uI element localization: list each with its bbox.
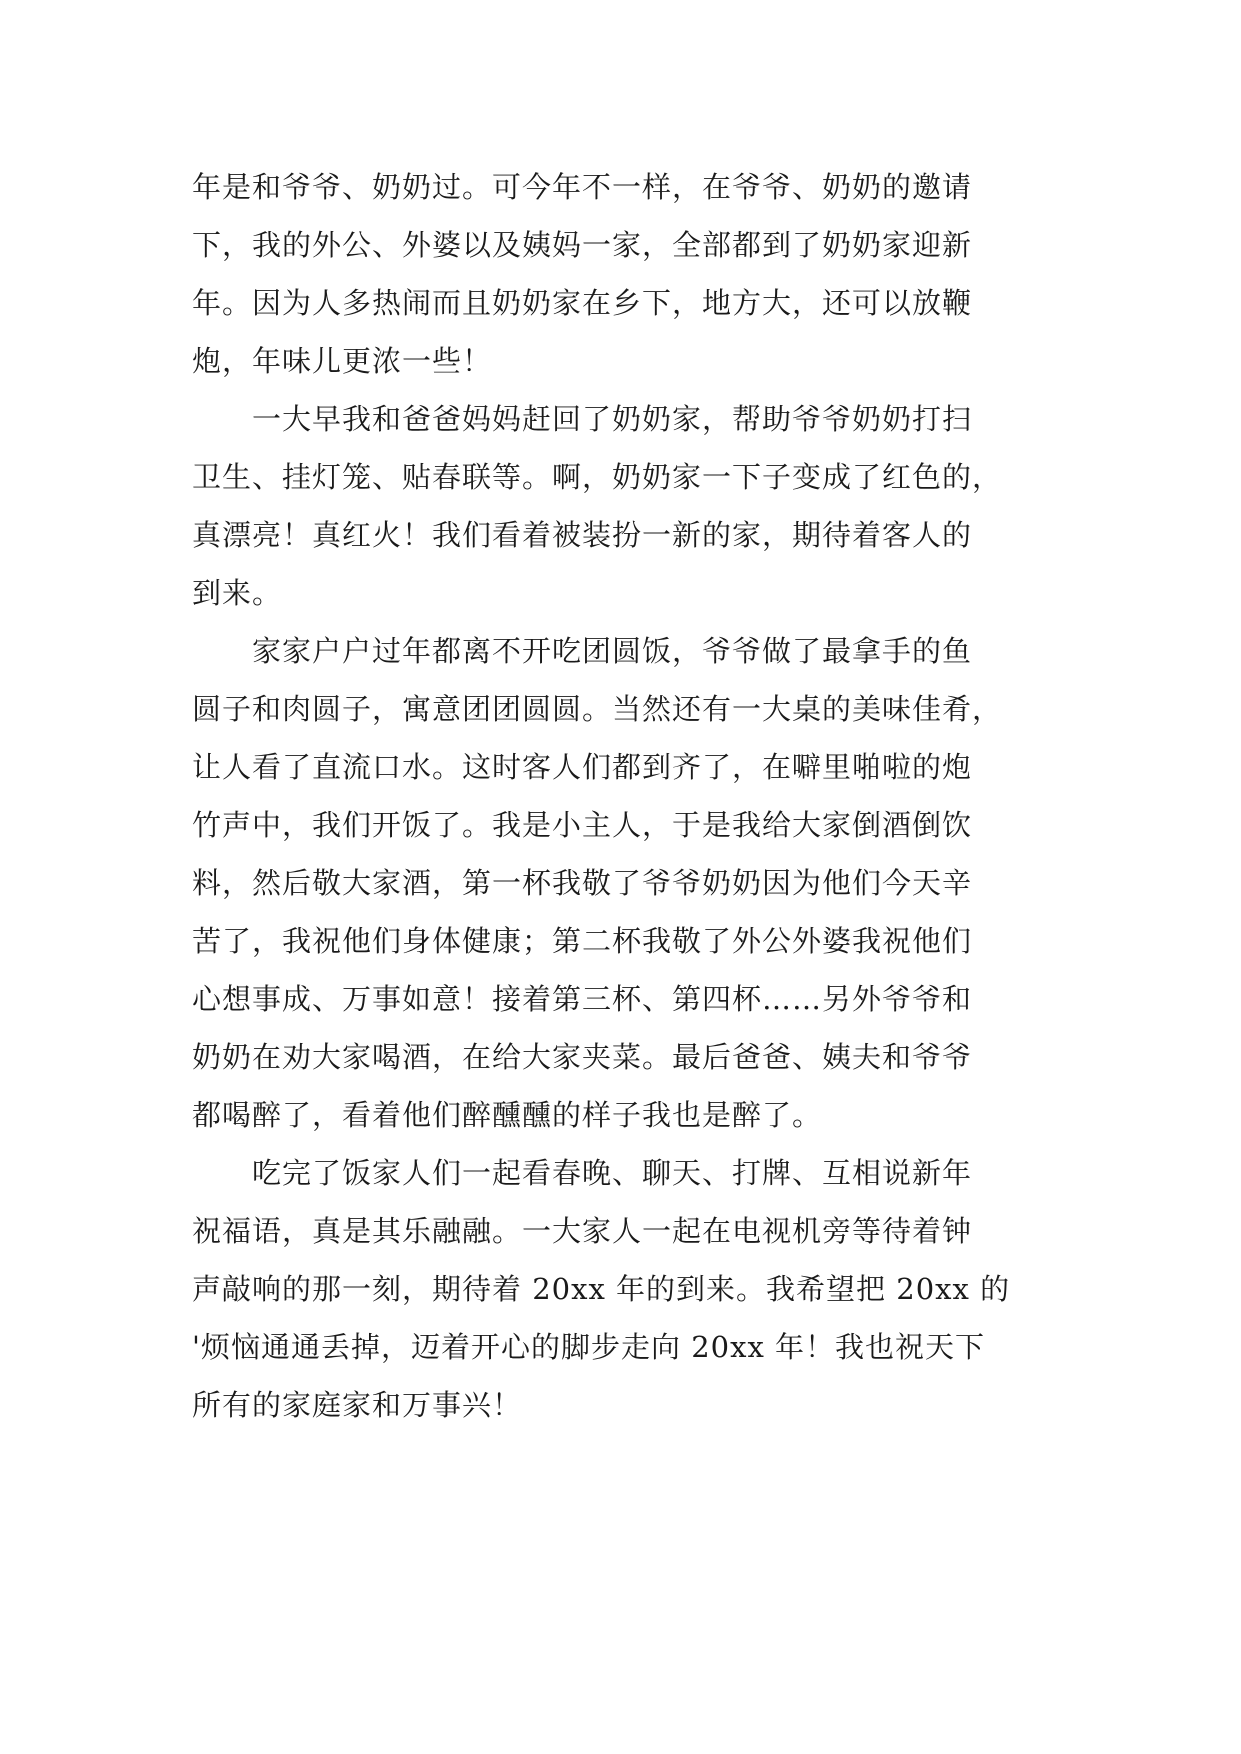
text-line: 让人看了直流口水。这时客人们都到齐了，在噼里啪啦的炮 xyxy=(192,750,973,784)
text-line: 真漂亮！真红火！我们看着被装扮一新的家，期待着客人的 xyxy=(192,518,973,552)
text-line: 心想事成、万事如意！接着第三杯、第四杯……另外爷爷和 xyxy=(192,982,973,1016)
essay-body xyxy=(192,158,1062,1434)
text-line: 炮，年味儿更浓一些！ xyxy=(192,344,493,378)
text-line: '烦恼通通丢掉，迈着开心的脚步走向 20xx 年！我也祝天下 xyxy=(192,1330,986,1364)
text-line: 所有的家庭家和万事兴！ xyxy=(192,1388,523,1422)
text-line: 家家户户过年都离不开吃团圆饭，爷爷做了最拿手的鱼 xyxy=(192,634,973,668)
text-line: 苦了，我祝他们身体健康；第二杯我敬了外公外婆我祝他们 xyxy=(192,924,973,958)
text-line: 一大早我和爸爸妈妈赶回了奶奶家，帮助爷爷奶奶打扫 xyxy=(192,402,973,436)
text-line: 竹声中，我们开饭了。我是小主人，于是我给大家倒酒倒饮 xyxy=(192,808,973,842)
text-line: 卫生、挂灯笼、贴春联等。啊，奶奶家一下子变成了红色的， xyxy=(192,460,1003,494)
text-line: 下，我的外公、外婆以及姨妈一家，全部都到了奶奶家迎新 xyxy=(192,228,973,262)
text-line: 料，然后敬大家酒，第一杯我敬了爷爷奶奶因为他们今天辛 xyxy=(192,866,973,900)
text-line: 年。因为人多热闹而且奶奶家在乡下，地方大，还可以放鞭 xyxy=(192,286,973,320)
text-line: 到来。 xyxy=(192,576,283,610)
text-line: 圆子和肉圆子，寓意团团圆圆。当然还有一大桌的美味佳肴， xyxy=(192,692,1003,726)
text-line: 吃完了饭家人们一起看春晚、聊天、打牌、互相说新年 xyxy=(192,1156,973,1190)
text-line: 奶奶在劝大家喝酒，在给大家夹菜。最后爸爸、姨夫和爷爷 xyxy=(192,1040,973,1074)
text-line: 声敲响的那一刻，期待着 20xx 年的到来。我希望把 20xx 的 xyxy=(192,1272,1011,1306)
text-line: 都喝醉了，看着他们醉醺醺的样子我也是醉了。 xyxy=(192,1098,823,1132)
text-line: 年是和爷爷、奶奶过。可今年不一样，在爷爷、奶奶的邀请 xyxy=(192,170,973,204)
text-line: 祝福语，真是其乐融融。一大家人一起在电视机旁等待着钟 xyxy=(192,1214,973,1248)
